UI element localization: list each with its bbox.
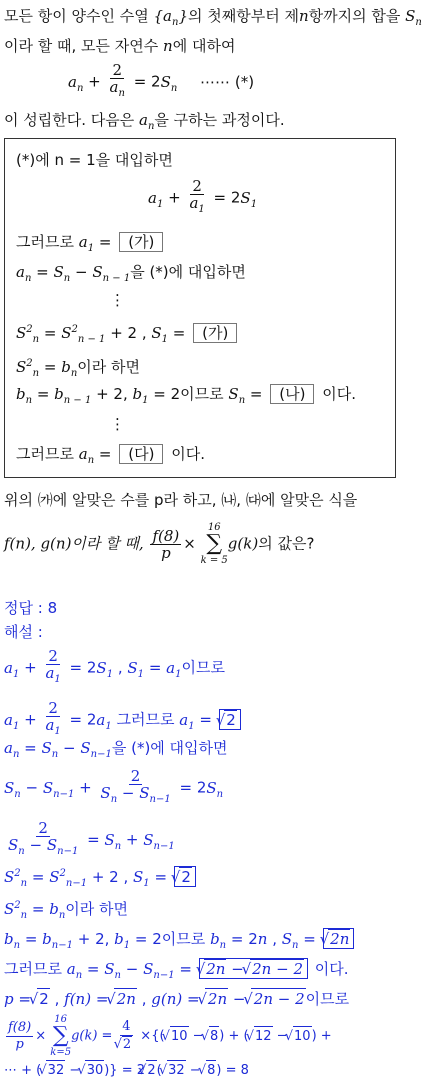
proof-step-4: $S^2_n = S^2_{n - 1} + 2$ , $S_1$ = (가)	[16, 320, 240, 350]
sol-step-6: $S^2_n = S^2_{n-1} + 2$ , $S_1$ = √ 2	[4, 864, 198, 894]
problem-line-1: 모든 항이 양수인 수열 $\{a_n\}$의 첫째항부터 제n항까지의 합을 $S_n$	[4, 7, 422, 28]
blank-da: (다)	[119, 444, 163, 464]
sol-step-3: $a_n = S_n - S_{n-1}$을 (*)에 대입하면	[4, 739, 228, 760]
main-equation: $a_n$ + $\frac{2}{a_n}$ = $2S_n$ ⋯⋯ (*)	[68, 61, 255, 99]
blank-na: (나)	[270, 384, 314, 404]
proof-step-1: (*)에 n = 1을 대입하면	[16, 151, 173, 169]
sol-step-10: p = √ 2 , f(n) = √ 2n , g(n) = √ 2n − √ 2n − 2이므로	[4, 988, 349, 1009]
question-line-2: f(n), g(n)이라 할 때, $\frac{f(8)}{p}$ × 16 ∑ k = 5 g(k)의 값은?	[4, 522, 315, 566]
blank-ga-2: (가)	[193, 323, 237, 343]
problem-line-2: 이라 할 때, 모든 자연수 n에 대하여	[4, 37, 236, 55]
sol-step-2: $a_1$ + $\frac{2}{a_1}$ = $2a_1$ 그러므로 $a_1$ = √ 2	[4, 700, 243, 740]
answer: 정답 : 8	[4, 599, 58, 617]
proof-step-2: 그러므로 $a_1$ = (가)	[16, 232, 166, 259]
proof-step-5: $S^2_n = b_n$이라 하면	[16, 358, 141, 379]
sol-step-9: 그러므로 $a_n = S_n - S_{n-1}$ = √ 2n − √ 2n − 2 이다.	[4, 958, 349, 986]
sol-step-7: $S^2_n = b_n$이라 하면	[4, 900, 129, 921]
proof-step-3: $a_n = S_n - S_{n - 1}$을 (*)에 대입하면	[16, 263, 246, 284]
question-line-1: 위의 ㈎에 알맞은 수를 p라 하고, ㈏, ㈐에 알맞은 식을	[4, 491, 358, 509]
explanation-heading: 해설 :	[4, 623, 43, 641]
sol-step-4: $S_n - S_{n-1}$ + $\frac{2}{S_n - S_{n-1}}$ = $2S_n$	[4, 767, 224, 805]
sol-step-12: ⋯ + ( √ 32 − √ 30)} = 2√ 2( √ 32 − √ 8) = 8	[4, 1060, 249, 1081]
proof-equation-1: $a_1$ + $\frac{2}{a_1}$ = $2S_1$	[148, 177, 258, 215]
proof-step-6: $b_n = b_{n - 1} + 2$, $b_1 = 2$이므로 $S_n$ = (나) 이다.	[16, 385, 356, 406]
sol-step-11: $\frac{f(8)}{p}$ × 16 ∑ k=5 g(k) = 4 √ 2 ×{( √ 10 − √ 8) + ( √ 12 − √ 10) +	[4, 1014, 332, 1058]
seq-symbol: $\{a_n\}$	[153, 7, 188, 28]
vdots-2: ⋮	[110, 415, 125, 433]
vdots-1: ⋮	[110, 291, 125, 309]
sol-step-1: $a_1$ + $\frac{2}{a_1}$ = $2S_1$ , $S_1 = a_1$이므로	[4, 647, 225, 685]
sol-step-5: $\frac{2}{S_n - S_{n-1}}$ = $S_n + S_{n-1}$	[8, 819, 175, 857]
blank-ga: (가)	[119, 232, 163, 252]
problem-line-3: 이 성립한다. 다음은 $a_n$을 구하는 과정이다.	[4, 111, 285, 132]
proof-step-7: 그러므로 $a_n$ = (다) 이다.	[16, 445, 205, 466]
sol-step-8: $b_n = b_{n-1} + 2$, $b_1 = 2$이므로 $b_n = 2n$ , $S_n$ = √ 2n	[4, 928, 356, 956]
